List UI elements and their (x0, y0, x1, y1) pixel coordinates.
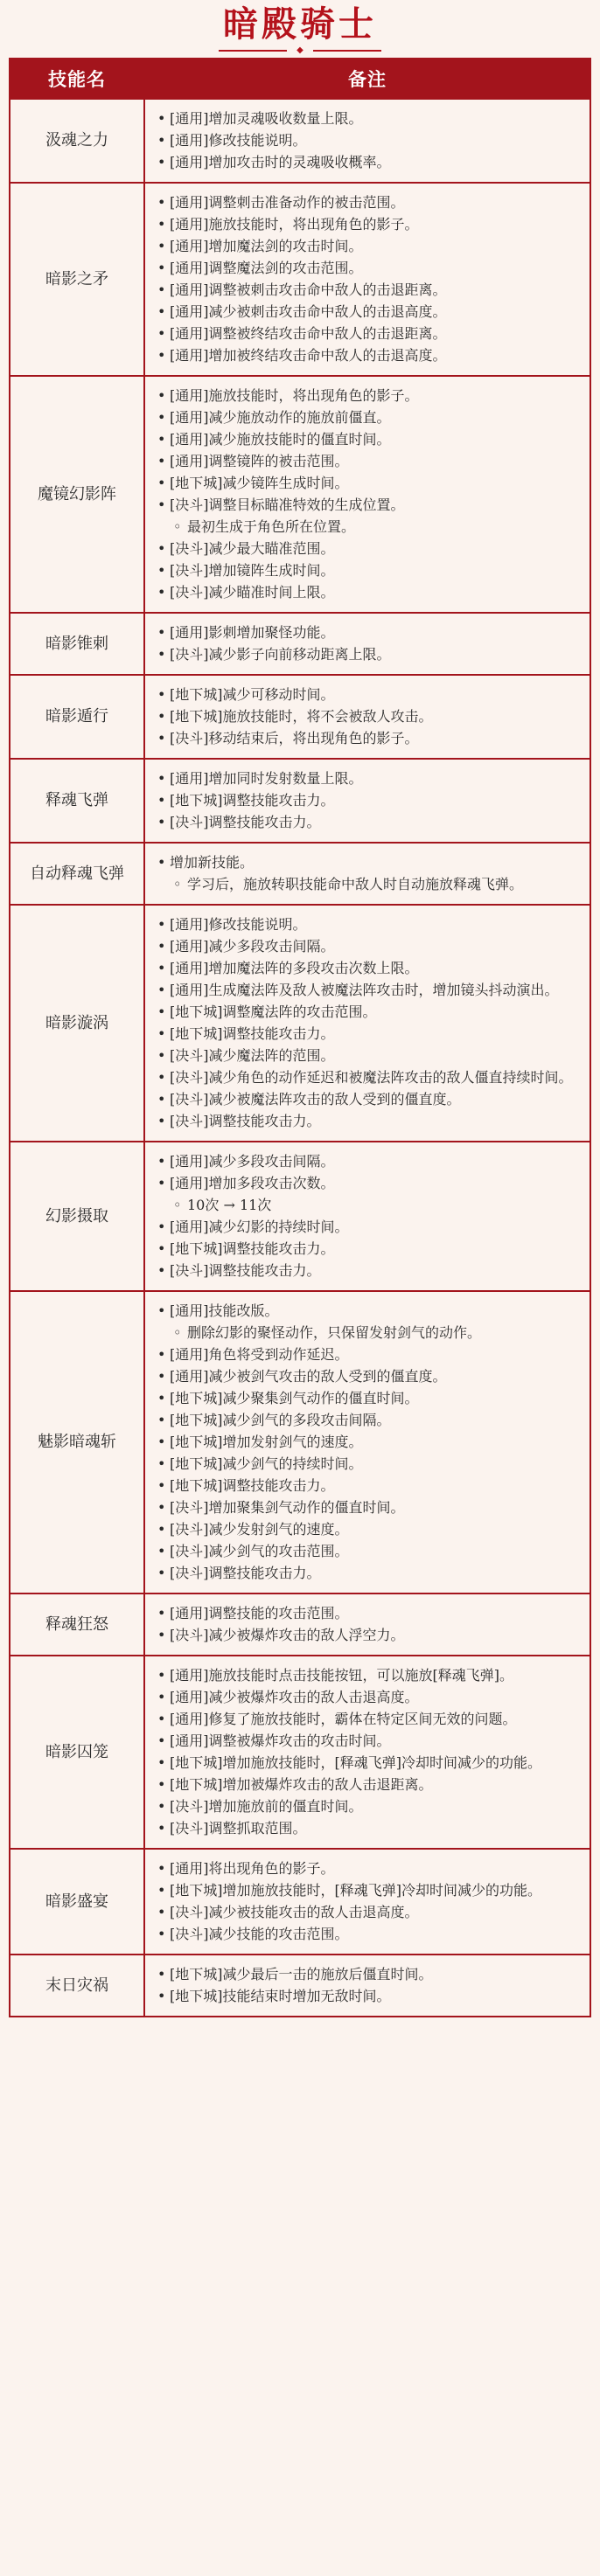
note-item: • [决斗]调整技能攻击力。 (157, 813, 581, 832)
note-item: • [地下城]减少剑气的多段攻击间隔。 (157, 1411, 581, 1430)
note-item: • [通用]修复了施放技能时，霸体在特定区间无效的问题。 (157, 1710, 581, 1729)
skill-name-cell: 暗影之矛 (10, 183, 144, 376)
table-row (10, 1849, 590, 1955)
note-item: • [通用]调整镜阵的被击范围。 (157, 452, 581, 471)
note-item: • [通用]减少幻影的持续时间。 (157, 1218, 581, 1237)
notes-list (157, 769, 581, 832)
note-item: • [决斗]调整目标瞄准特效的生成位置。 (157, 496, 581, 515)
note-item: • [决斗]移动结束后，将出现角色的影子。 (157, 729, 581, 748)
notes-list (157, 193, 581, 365)
note-item: • [决斗]增加施放前的僵直时间。 (157, 1797, 581, 1816)
header-skill-name: 技能名 (10, 59, 144, 99)
skill-notes-cell (144, 183, 590, 376)
skill-notes-cell (144, 1955, 590, 2017)
note-item: • [通用]施放技能时点击技能按钮，可以施放[释魂飞弹]。 (157, 1666, 581, 1685)
note-item: • [决斗]减少最大瞄准范围。 (157, 539, 581, 559)
skill-name-cell: 自动释魂飞弹 (10, 843, 144, 905)
note-item: • [决斗]减少被爆炸攻击的敌人浮空力。 (157, 1626, 581, 1645)
note-sub-item: ◦ 10次 → 11次 (157, 1196, 581, 1215)
note-item: • [地下城]调整技能攻击力。 (157, 791, 581, 810)
notes-list (157, 685, 581, 748)
ornament-line-left (219, 50, 287, 52)
skill-name-cell: 暗影囚笼 (10, 1656, 144, 1849)
note-item: • [决斗]减少被魔法阵攻击的敌人受到的僵直度。 (157, 1090, 581, 1109)
table-body (10, 99, 590, 2017)
note-item: • [决斗]减少影子向前移动距离上限。 (157, 645, 581, 664)
note-item: • [决斗]减少剑气的攻击范围。 (157, 1542, 581, 1561)
note-item: • [决斗]调整技能攻击力。 (157, 1112, 581, 1131)
note-item: • [通用]减少多段攻击间隔。 (157, 1152, 581, 1171)
skill-notes-cell (144, 843, 590, 905)
table-row (10, 99, 590, 183)
notes-list (157, 1859, 581, 1944)
notes-list (157, 915, 581, 1131)
note-item: • [通用]减少被剑气攻击的敌人受到的僵直度。 (157, 1367, 581, 1386)
note-item: • [通用]角色将受到动作延迟。 (157, 1345, 581, 1364)
note-item: • [地下城]调整技能攻击力。 (157, 1239, 581, 1259)
note-item: • [决斗]增加镜阵生成时间。 (157, 561, 581, 580)
table-header-row (10, 59, 590, 99)
notes-list (157, 1666, 581, 1838)
note-item: • [地下城]增加施放技能时，[释魂飞弹]冷却时间减少的功能。 (157, 1753, 581, 1773)
table-row (10, 613, 590, 675)
table-row (10, 376, 590, 613)
skill-name-cell: 暗影锥刺 (10, 613, 144, 675)
table-row (10, 1594, 590, 1656)
note-item: • [地下城]增加发射剑气的速度。 (157, 1433, 581, 1452)
notes-list (157, 1604, 581, 1645)
note-item: • [通用]增加灵魂吸收数量上限。 (157, 109, 581, 128)
note-item: • [通用]增加同时发射数量上限。 (157, 769, 581, 788)
note-item: • [通用]修改技能说明。 (157, 915, 581, 934)
note-item: • [通用]增加多段攻击次数。 (157, 1174, 581, 1193)
table-row (10, 675, 590, 759)
note-item: • [决斗]减少技能的攻击范围。 (157, 1925, 581, 1944)
note-item: • [通用]调整被爆炸攻击的攻击时间。 (157, 1732, 581, 1751)
note-item: • [决斗]减少魔法阵的范围。 (157, 1046, 581, 1066)
note-item: • [决斗]调整技能攻击力。 (157, 1564, 581, 1583)
table-row (10, 1142, 590, 1291)
skill-notes-cell (144, 905, 590, 1142)
note-item: • [地下城]减少最后一击的施放后僵直时间。 (157, 1965, 581, 1984)
note-item: • [地下城]技能结束时增加无敌时间。 (157, 1987, 581, 2006)
skill-notes-cell (144, 1291, 590, 1594)
table-row (10, 759, 590, 843)
note-item: • [通用]减少多段攻击间隔。 (157, 937, 581, 956)
note-item: • [通用]生成魔法阵及敌人被魔法阵攻击时，增加镜头抖动演出。 (157, 981, 581, 1000)
skill-name-cell: 暗影盛宴 (10, 1849, 144, 1955)
note-item: • [通用]增加魔法剑的攻击时间。 (157, 237, 581, 256)
page-title: 暗殿骑士 (223, 3, 377, 45)
note-item: • [地下城]施放技能时，将不会被敌人攻击。 (157, 707, 581, 726)
notes-list (157, 386, 581, 602)
note-item: • [通用]减少被爆炸攻击的敌人击退高度。 (157, 1688, 581, 1707)
skill-notes-cell (144, 1849, 590, 1955)
note-item: • [通用]施放技能时，将出现角色的影子。 (157, 215, 581, 234)
note-item: • [地下城]减少聚集剑气动作的僵直时间。 (157, 1389, 581, 1408)
skill-notes-cell (144, 1656, 590, 1849)
note-item: • [通用]修改技能说明。 (157, 131, 581, 150)
table-row (10, 905, 590, 1142)
note-item: • [通用]增加魔法阵的多段攻击次数上限。 (157, 959, 581, 978)
note-item: • [决斗]减少瞄准时间上限。 (157, 583, 581, 602)
note-item: • 增加新技能。 (157, 853, 581, 872)
table-row (10, 1656, 590, 1849)
skill-name-cell: 魔镜幻影阵 (10, 376, 144, 613)
note-item: • [决斗]调整抓取范围。 (157, 1819, 581, 1838)
note-item: • [地下城]增加被爆炸攻击的敌人击退距离。 (157, 1775, 581, 1795)
note-sub-item: ◦ 删除幻影的聚怪动作，只保留发射剑气的动作。 (157, 1323, 581, 1343)
note-item: • [通用]调整刺击准备动作的被击范围。 (157, 193, 581, 212)
skill-notes-cell (144, 99, 590, 183)
skill-change-table (9, 58, 591, 2017)
note-item: • [决斗]减少角色的动作延迟和被魔法阵攻击的敌人僵直持续时间。 (157, 1068, 581, 1087)
note-item: • [通用]增加攻击时的灵魂吸收概率。 (157, 153, 581, 172)
note-item: • [通用]影刺增加聚怪功能。 (157, 623, 581, 642)
note-sub-item: ◦ 最初生成于角色所在位置。 (157, 517, 581, 537)
skill-name-cell: 释魂狂怒 (10, 1594, 144, 1656)
notes-list (157, 1152, 581, 1281)
table-row (10, 1291, 590, 1594)
skill-name-cell: 暗影遁行 (10, 675, 144, 759)
note-item: • [地下城]减少镜阵生成时间。 (157, 474, 581, 493)
note-item: • [通用]调整被终结攻击命中敌人的击退距离。 (157, 324, 581, 344)
note-item: • [通用]施放技能时，将出现角色的影子。 (157, 386, 581, 406)
skill-name-cell: 释魂飞弹 (10, 759, 144, 843)
skill-notes-cell (144, 376, 590, 613)
note-item: • [地下城]增加施放技能时，[释魂飞弹]冷却时间减少的功能。 (157, 1881, 581, 1900)
table-row (10, 843, 590, 905)
note-item: • [地下城]调整技能攻击力。 (157, 1476, 581, 1496)
note-item: • [通用]调整技能的攻击范围。 (157, 1604, 581, 1623)
note-item: • [通用]增加被终结攻击命中敌人的击退高度。 (157, 346, 581, 365)
note-item: • [地下城]减少可移动时间。 (157, 685, 581, 705)
skill-name-cell: 幻影摄取 (10, 1142, 144, 1291)
skill-name-cell: 末日灾祸 (10, 1955, 144, 2017)
header-notes: 备注 (144, 59, 590, 99)
note-sub-item: ◦ 学习后，施放转职技能命中敌人时自动施放释魂飞弹。 (157, 875, 581, 894)
skill-name-cell: 汲魂之力 (10, 99, 144, 183)
table-row (10, 183, 590, 376)
note-item: • [地下城]调整技能攻击力。 (157, 1024, 581, 1044)
note-item: • [决斗]减少被技能攻击的敌人击退高度。 (157, 1903, 581, 1922)
title-ornament (0, 47, 600, 54)
note-item: • [通用]技能改版。 (157, 1302, 581, 1321)
page-header (0, 0, 600, 56)
skill-notes-cell (144, 1142, 590, 1291)
notes-list (157, 853, 581, 894)
note-item: • [通用]调整被刺击攻击命中敌人的击退距离。 (157, 281, 581, 300)
ornament-line-right (313, 50, 381, 52)
note-item: • [通用]减少施放动作的施放前僵直。 (157, 408, 581, 427)
notes-list (157, 623, 581, 664)
note-item: • [通用]减少施放技能时的僵直时间。 (157, 430, 581, 449)
table-row (10, 1955, 590, 2017)
note-item: • [地下城]减少剑气的持续时间。 (157, 1455, 581, 1474)
note-item: • [决斗]调整技能攻击力。 (157, 1261, 581, 1281)
notes-list (157, 1302, 581, 1583)
skill-name-cell: 暗影漩涡 (10, 905, 144, 1142)
note-item: • [决斗]增加聚集剑气动作的僵直时间。 (157, 1498, 581, 1517)
skill-notes-cell (144, 613, 590, 675)
ornament-diamond-icon: ◆ (297, 45, 303, 55)
note-item: • [通用]将出现角色的影子。 (157, 1859, 581, 1878)
skill-notes-cell (144, 675, 590, 759)
skill-notes-cell (144, 1594, 590, 1656)
skill-notes-cell (144, 759, 590, 843)
notes-list (157, 109, 581, 172)
note-item: • [通用]调整魔法剑的攻击范围。 (157, 259, 581, 278)
skill-name-cell: 魅影暗魂斩 (10, 1291, 144, 1594)
note-item: • [决斗]减少发射剑气的速度。 (157, 1520, 581, 1539)
notes-list (157, 1965, 581, 2006)
note-item: • [地下城]调整魔法阵的攻击范围。 (157, 1003, 581, 1022)
note-item: • [通用]减少被刺击攻击命中敌人的击退高度。 (157, 302, 581, 322)
